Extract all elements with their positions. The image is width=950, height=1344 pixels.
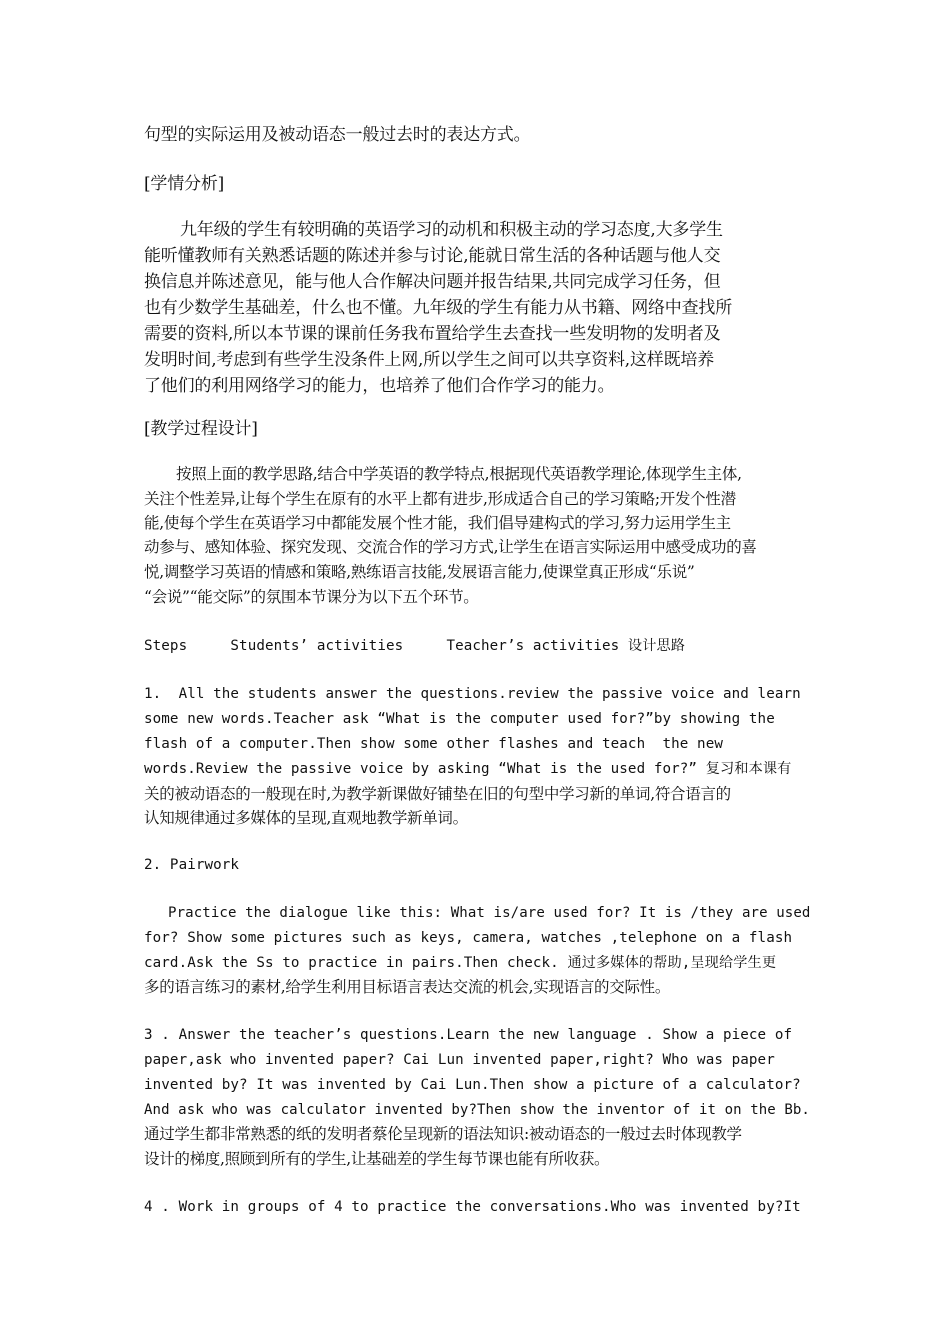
step1-line-3: flash of a computer.Then show some other flashes and teach the new <box>144 736 723 752</box>
step2-line-4: 多的语言练习的素材,给学生利用目标语言表达交流的机会,实现语言的交际性。 <box>144 978 671 996</box>
step2-line-1: Practice the dialogue like this: What is/are used for? It is /they are used <box>168 905 811 921</box>
process-line-5: 悦,调整学习英语的情感和策略,熟练语言技能,发展语言能力,使课堂真正形成“乐说” <box>144 563 695 581</box>
process-line-4: 动参与、感知体验、探究发现、交流合作的学习方式,让学生在语言实际运用中感受成功的喜 <box>144 538 757 556</box>
step1-line-4: words.Review the passive voice by asking “What is the used for?” 复习和本课有 <box>144 761 792 777</box>
analysis-line-4: 也有少数学生基础差，什么也不懂。九年级的学生有能力从书籍、网络中查找所 <box>144 298 732 318</box>
analysis-line-5: 需要的资料,所以本节课的课前任务我布置给学生去查找一些发明物的发明者及 <box>144 324 721 344</box>
step3-line-2: paper,ask who invented paper? Cai Lun invented paper,right? Who was paper <box>144 1052 775 1068</box>
step3-line-4: And ask who was calculator invented by?Then show the inventor of it on the Bb. <box>144 1102 810 1118</box>
process-line-1: 按照上面的教学思路,结合中学英语的教学特点,根据现代英语教学理论,体现学生主体, <box>176 465 742 483</box>
analysis-line-1: 九年级的学生有较明确的英语学习的动机和积极主动的学习态度,大多学生 <box>180 220 723 240</box>
process-line-6: “会说”“能交际”的氛围本节课分为以下五个环节。 <box>144 588 479 606</box>
analysis-line-7: 了他们的利用网络学习的能力，也培养了他们合作学习的能力。 <box>144 376 615 396</box>
step1-line-1: 1. All the students answer the questions.review the passive voice and learn <box>144 686 801 702</box>
process-line-3: 能,使每个学生在英语学习中都能发展个性才能，我们倡导建构式的学习,努力运用学生主 <box>144 514 731 532</box>
step2-line-2: for? Show some pictures such as keys, camera, watches ,telephone on a flash <box>144 930 793 946</box>
process-line-2: 关注个性差异,让每个学生在原有的水平上都有进步,形成适合自己的学习策略;开发个性潜 <box>144 490 736 508</box>
steps-table-header: Steps Students’ activities Teacher’s activities 设计思路 <box>144 638 686 654</box>
step1-line-6: 认知规律通过多媒体的呈现,直观地教学新单词。 <box>144 809 468 827</box>
step2-title: 2. Pairwork <box>144 857 240 873</box>
step3-line-6: 设计的梯度,照顾到所有的学生,让基础差的学生每节课也能有所收获。 <box>144 1150 610 1168</box>
analysis-line-3: 换信息并陈述意见，能与他人合作解决问题并报告结果,共同完成学习任务，但 <box>144 272 721 292</box>
step3-line-5: 通过学生都非常熟悉的纸的发明者蔡伦呈现新的语法知识:被动语态的一般过去时体现教学 <box>144 1125 742 1143</box>
step1-line-5: 关的被动语态的一般现在时,为教学新课做好铺垫在旧的句型中学习新的单词,符合语言的 <box>144 785 731 803</box>
step1-line-2: some new words.Teacher ask “What is the computer used for?”by showing the <box>144 711 775 727</box>
step4-line-1: 4 . Work in groups of 4 to practice the conversations.Who was invented by?It <box>144 1199 801 1215</box>
heading-teaching-process: [教学过程设计] <box>144 419 258 439</box>
analysis-line-2: 能听懂教师有关熟悉话题的陈述并参与讨论,能就日常生活的各种话题与他人交 <box>144 246 721 266</box>
step3-line-1: 3 . Answer the teacher’s questions.Learn the new language . Show a piece of <box>144 1027 793 1043</box>
heading-student-analysis: [学情分析] <box>144 174 225 194</box>
intro-tail-text: 句型的实际运用及被动语态一般过去时的表达方式。 <box>144 125 531 145</box>
analysis-line-6: 发明时间,考虑到有些学生没条件上网,所以学生之间可以共享资料,这样既培养 <box>144 350 715 370</box>
step3-line-3: invented by? It was invented by Cai Lun.Then show a picture of a calculator? <box>144 1077 801 1093</box>
step2-line-3: card.Ask the Ss to practice in pairs.Then check. 通过多媒体的帮助,呈现给学生更 <box>144 955 777 971</box>
